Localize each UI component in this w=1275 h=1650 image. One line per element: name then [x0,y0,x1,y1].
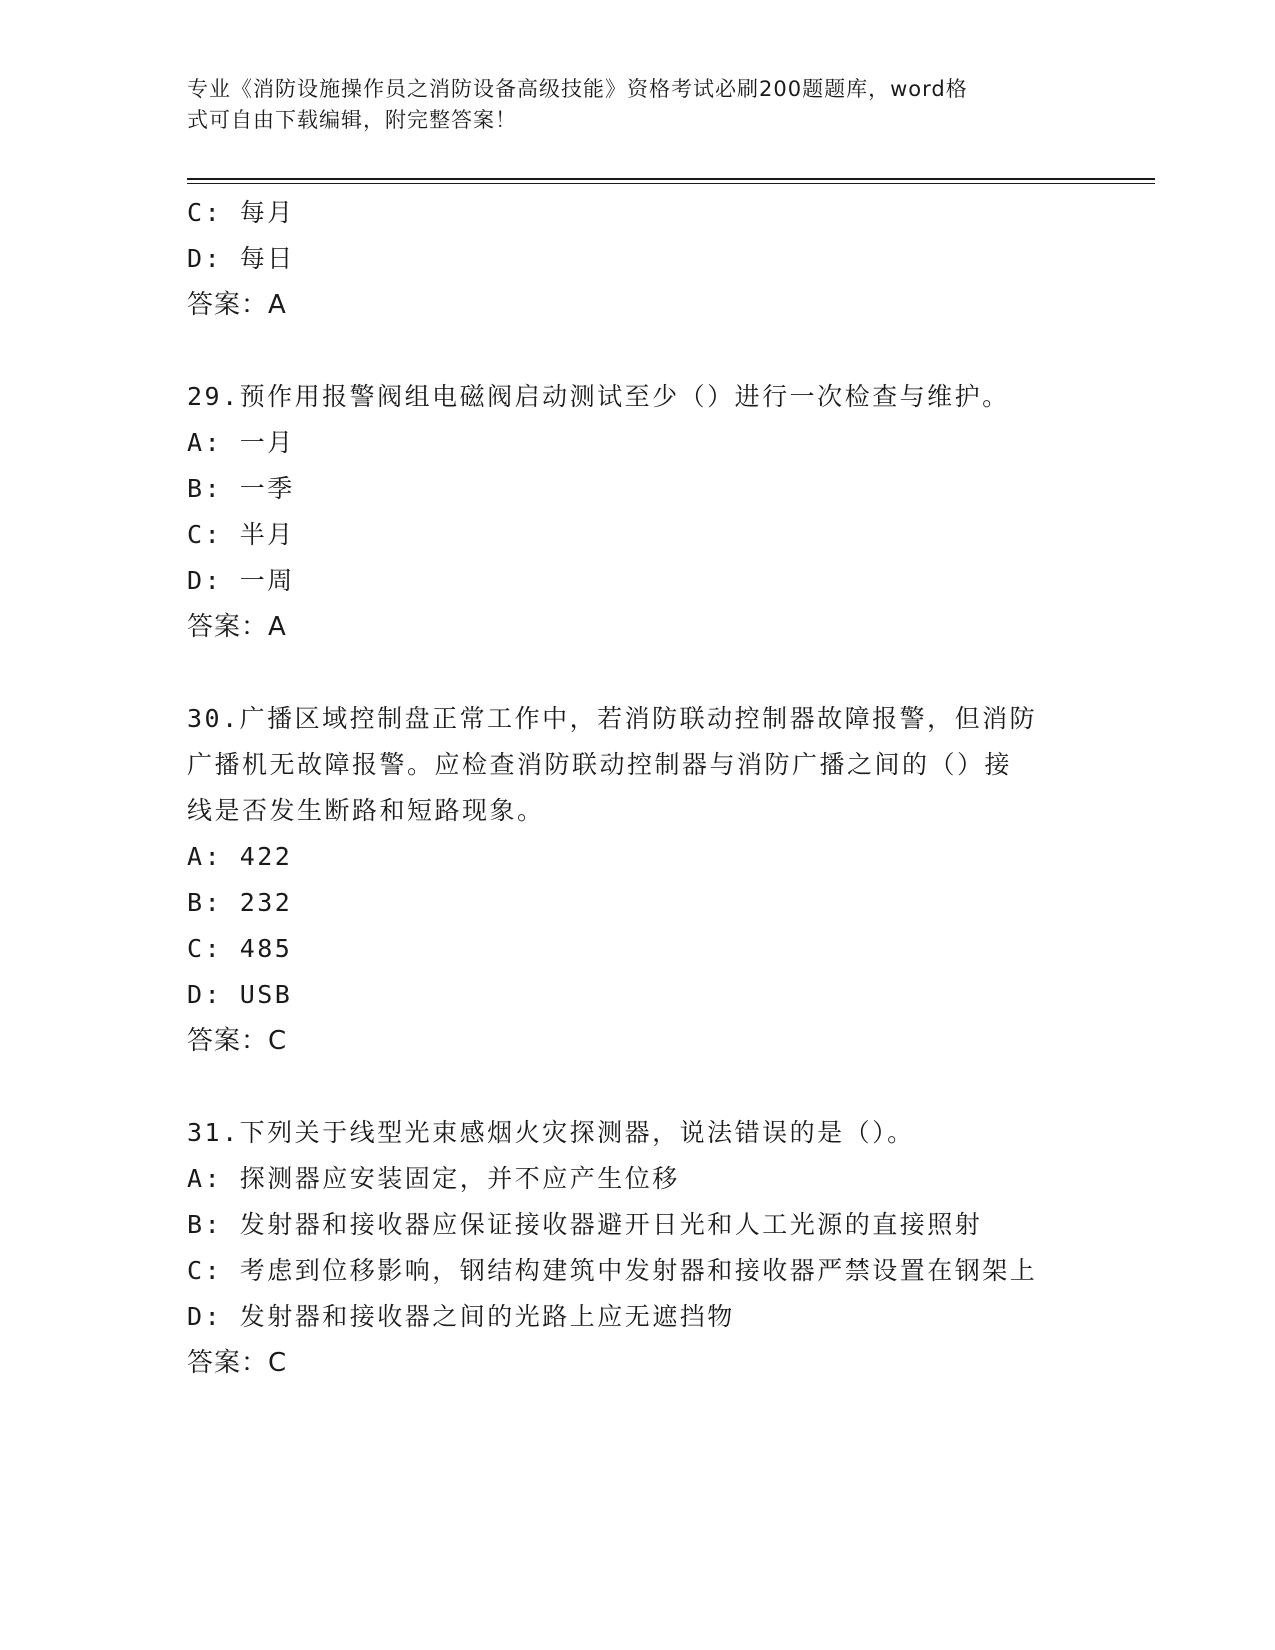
option-line [187,1294,1087,1340]
option-line [187,1156,1087,1202]
option-separator: : [204,566,223,595]
option-text: 探测器应安装固定，并不应产生位移 [239,1164,680,1193]
answer-line: 答案：C [187,1348,288,1378]
option-text: 一季 [239,474,295,503]
option-separator: : [204,198,223,227]
answer-line: 答案：C [187,1026,288,1056]
option-separator: : [204,428,223,457]
option-text: 422 [239,842,293,871]
option-text: 每日 [239,244,295,273]
document-header [187,74,1067,136]
previous-question-block [187,190,1087,328]
option-label: C [187,1256,205,1285]
option-label: B [187,474,205,503]
option-line [187,512,1087,558]
question-text: 29.预作用报警阀组电磁阀启动测试至少（）进行一次检查与维护。 [187,382,1010,411]
question-gap [187,1064,1087,1110]
option-separator: : [204,842,223,871]
option-line [187,236,1087,282]
option-text: 半月 [239,520,295,549]
option-text: 一月 [239,428,295,457]
option-line [187,558,1087,604]
option-line [187,420,1087,466]
option-separator: : [204,1256,223,1285]
option-separator: : [204,474,223,503]
option-label: D [187,244,205,273]
header-line-2: 式可自由下载编辑，附完整答案！ [187,108,517,132]
option-label: C [187,198,205,227]
option-line [187,880,1087,926]
question-gap [187,328,1087,374]
question-text: 31.下列关于线型光束感烟火灾探测器，说法错误的是（）。 [187,1118,915,1147]
option-text: 发射器和接收器之间的光路上应无遮挡物 [239,1302,735,1331]
option-text: USB [239,980,293,1009]
option-separator: : [204,244,223,273]
option-text: 485 [239,934,293,963]
option-label: C [187,520,205,549]
option-text: 考虑到位移影响，钢结构建筑中发射器和接收器严禁设置在钢架上 [239,1256,1038,1285]
option-label: B [187,888,205,917]
option-label: D [187,566,205,595]
option-separator: : [204,980,223,1009]
option-label: D [187,1302,205,1331]
header-rule-thick [187,178,1155,180]
question-block-29 [187,374,1087,650]
option-separator: : [204,1164,223,1193]
option-line [187,972,1087,1018]
option-label: B [187,1210,205,1239]
option-separator: : [204,1302,223,1331]
option-label: D [187,980,205,1009]
question-text-line: 线是否发生断路和短路现象。 [187,796,545,825]
question-content [187,190,1087,1386]
header-rule-thin [187,183,1155,184]
option-text: 一周 [239,566,295,595]
option-separator: : [204,520,223,549]
option-line [187,834,1087,880]
option-line [187,466,1087,512]
option-separator: : [204,1210,223,1239]
question-gap [187,650,1087,696]
header-line-1: 专业《消防设施操作员之消防设备高级技能》资格考试必刷200题题库，word格 [187,77,968,101]
option-text: 每月 [239,198,295,227]
option-line [187,1248,1087,1294]
answer-line: 答案：A [187,612,287,642]
question-block-31 [187,1110,1087,1386]
option-text: 发射器和接收器应保证接收器避开日光和人工光源的直接照射 [239,1210,983,1239]
option-separator: : [204,934,223,963]
option-text: 232 [239,888,293,917]
option-line [187,190,1087,236]
option-line [187,1202,1087,1248]
question-text-line: 广播机无故障报警。应检查消防联动控制器与消防广播之间的（）接 [187,750,1013,779]
answer-line: 答案：A [187,290,287,320]
option-separator: : [204,888,223,917]
question-text-line: 30.广播区域控制盘正常工作中，若消防联动控制器故障报警，但消防 [187,704,1038,733]
option-label: A [187,842,205,871]
question-block-30 [187,696,1087,1064]
option-label: A [187,428,205,457]
option-label: C [187,934,205,963]
option-line [187,926,1087,972]
option-label: A [187,1164,205,1193]
